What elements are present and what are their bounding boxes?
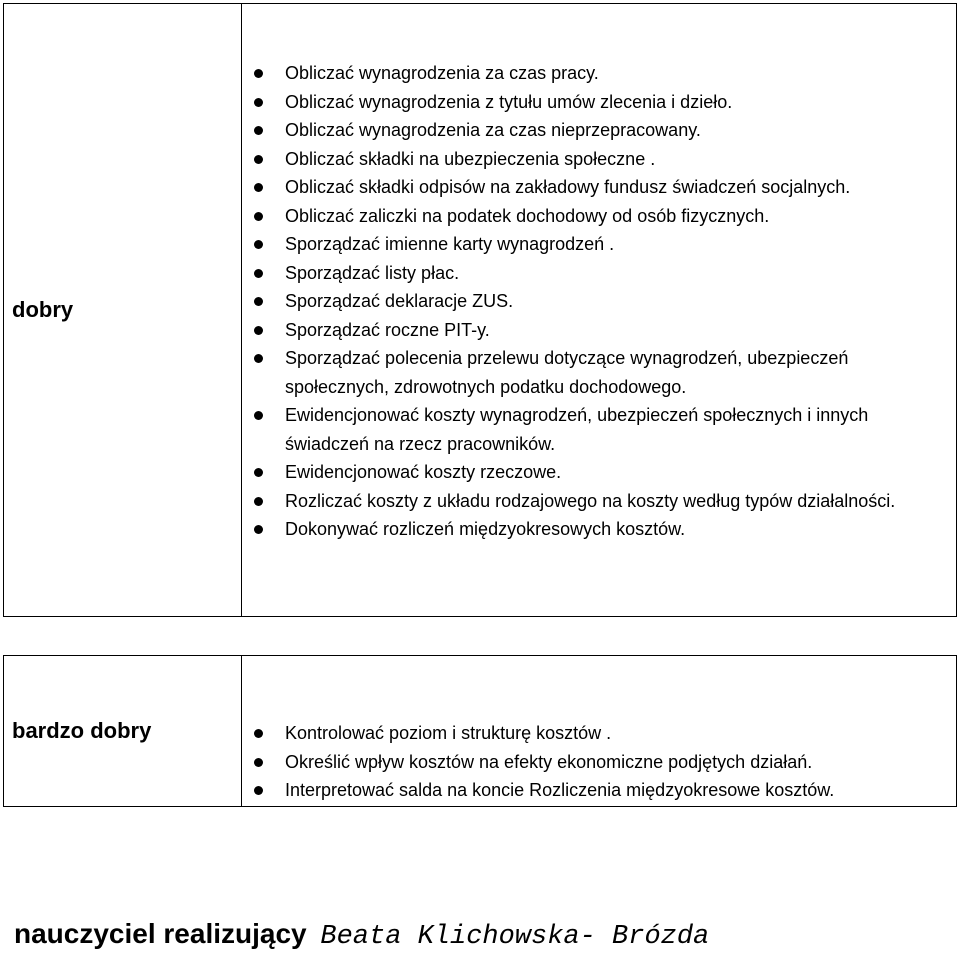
skill-text: Ewidencjonować koszty wynagrodzeń, ubezpieczeń społecznych i innych świadczeń na rzecz pracowników. [285, 405, 869, 454]
bullet-icon [254, 354, 263, 363]
skill-item [242, 230, 956, 259]
bullet-icon [254, 98, 263, 107]
skill-text: Ewidencjonować koszty rzeczowe. [285, 462, 562, 482]
bullet-icon [254, 497, 263, 506]
skills-cell [242, 656, 957, 807]
grade-name: bardzo dobry [4, 656, 242, 807]
bullet-icon [254, 212, 263, 221]
skill-text: Rozliczać koszty z układu rodzajowego na koszty według typów działalności. [285, 490, 896, 511]
skill-text: Dokonywać rozliczeń międzyokresowych kosztów. [285, 519, 686, 539]
skill-item [242, 719, 956, 748]
skill-text: Obliczać wynagrodzenia za czas nieprzepracowany. [285, 120, 701, 140]
teacher-name: Beata Klichowska- Brózda [320, 922, 710, 952]
skill-text: Sporządzać listy płac. [285, 262, 460, 283]
skills-list [242, 4, 956, 544]
bullet-icon [254, 155, 263, 164]
bullet-icon [254, 69, 263, 78]
skill-text: Obliczać wynagrodzenia za czas pracy. [285, 63, 599, 83]
skill-text: Sporządzać imienne karty wynagrodzeń . [285, 234, 615, 254]
skill-text: Obliczać składki odpisów na zakładowy fundusz świadczeń socjalnych. [285, 177, 851, 197]
spacer-cell [4, 617, 242, 656]
skill-item [242, 776, 956, 805]
skill-item [242, 287, 956, 316]
skill-text: Obliczać składki na ubezpieczenia społeczne . [285, 148, 656, 169]
skill-item [242, 458, 956, 487]
skills-cell [242, 4, 957, 617]
skill-item [242, 173, 956, 202]
bullet-icon [254, 240, 263, 249]
skill-text: Sporządzać deklaracje ZUS. [285, 291, 514, 311]
table-spacer [4, 617, 957, 656]
skill-item [242, 515, 956, 544]
bullet-icon [254, 786, 263, 795]
skills-list [242, 656, 956, 805]
grade-row-bardzo-dobry [4, 656, 957, 807]
skill-item [242, 202, 956, 231]
grade-name: dobry [4, 4, 242, 617]
bullet-icon [254, 183, 263, 192]
skill-item [242, 145, 956, 174]
skill-item [242, 401, 956, 458]
skill-text: Określić wpływ kosztów na efekty ekonomiczne podjętych działań. [285, 751, 813, 772]
skill-item [242, 116, 956, 145]
skill-item [242, 259, 956, 288]
bullet-icon [254, 326, 263, 335]
skill-text: Kontrolować poziom i strukturę kosztów . [285, 723, 612, 743]
skill-text: Obliczać wynagrodzenia z tytułu umów zlecenia i dzieło. [285, 91, 733, 112]
teacher-label: nauczyciel realizujący [14, 918, 307, 949]
bullet-icon [254, 297, 263, 306]
grade-requirements-table [3, 3, 957, 807]
skill-item [242, 316, 956, 345]
bullet-icon [254, 758, 263, 767]
grade-row-dobry [4, 4, 957, 617]
bullet-icon [254, 525, 263, 534]
bullet-icon [254, 126, 263, 135]
skill-text: Sporządzać roczne PIT-y. [285, 319, 490, 340]
bullet-icon [254, 411, 263, 420]
bullet-icon [254, 729, 263, 738]
skill-text: Interpretować salda na koncie Rozliczenia międzyokresowe kosztów. [285, 780, 835, 800]
teacher-signature-line [14, 918, 709, 952]
skill-text: Obliczać zaliczki na podatek dochodowy od osób fizycznych. [285, 205, 770, 226]
bullet-icon [254, 468, 263, 477]
skill-item [242, 487, 956, 516]
skill-item [242, 748, 956, 777]
skill-item [242, 88, 956, 117]
spacer-cell [242, 617, 957, 656]
skill-text: Sporządzać polecenia przelewu dotyczące wynagrodzeń, ubezpieczeń społecznych, zdrowotnych podatku dochodowego. [285, 348, 849, 397]
bullet-icon [254, 269, 263, 278]
skill-item [242, 344, 956, 401]
skill-item [242, 59, 956, 88]
